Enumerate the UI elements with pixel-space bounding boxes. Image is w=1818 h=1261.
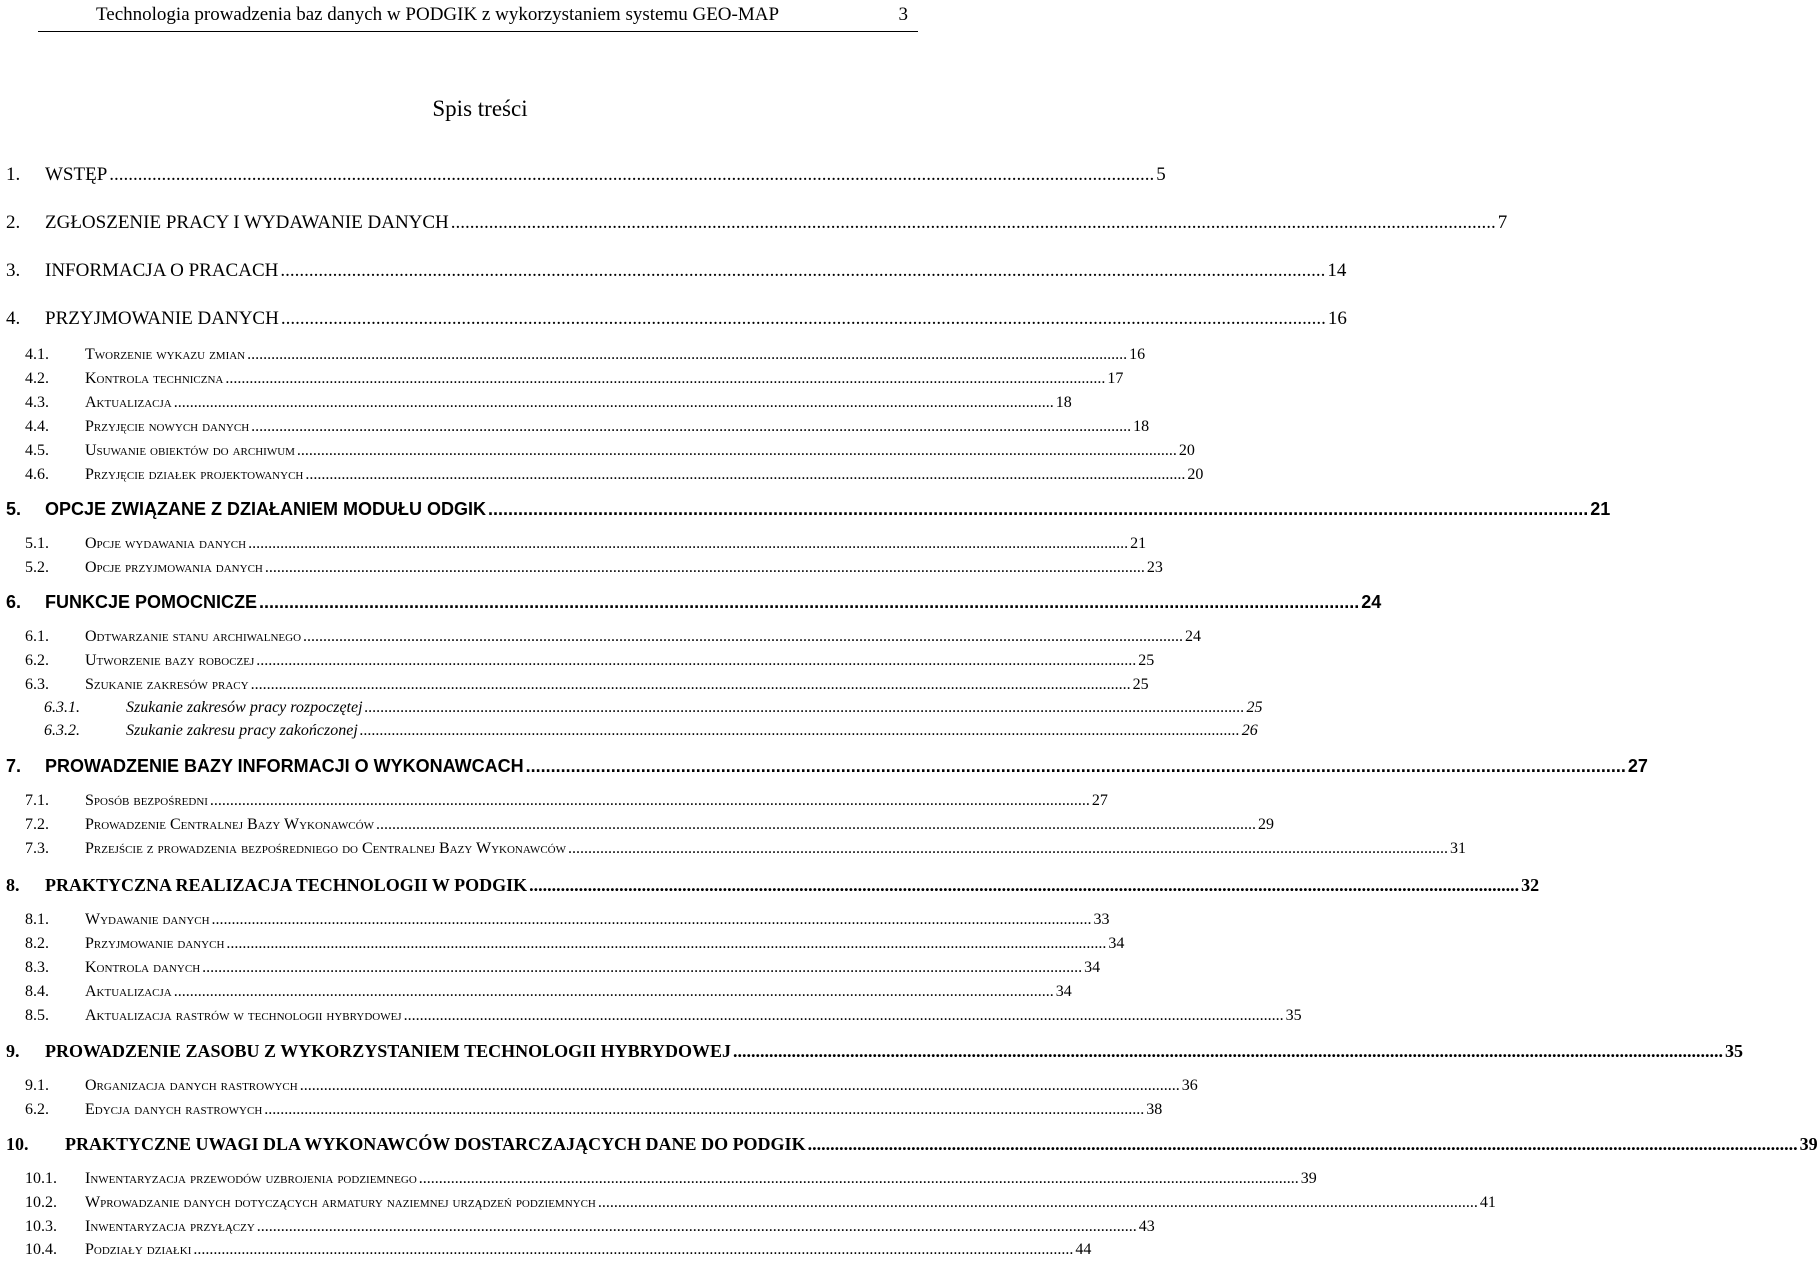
toc-entry-text: PRAKTYCZNE UWAGI DLA WYKONAWCÓW DOSTARCZAJĄCYCH DANE DO PODGIK xyxy=(65,1134,806,1154)
toc-leader-dots: ............................................................................................................................................................................................................................ xyxy=(264,559,1145,576)
toc-entry-page: 31 xyxy=(1449,840,1466,857)
toc-entry-number: 4.1. xyxy=(25,346,49,363)
toc-entry-number: 10.4. xyxy=(25,1241,57,1258)
toc-entry-number: 2. xyxy=(6,212,21,233)
toc-entry[interactable] xyxy=(0,1099,1163,1121)
toc-entry[interactable] xyxy=(0,1239,1092,1261)
toc-entry-page: 41 xyxy=(1479,1194,1496,1211)
toc-entry-page: 25 xyxy=(1132,676,1149,693)
toc-entry-number: 8. xyxy=(6,875,20,895)
toc-entry-text: Szukanie zakresów pracy rozpoczętej xyxy=(126,699,363,716)
toc-entry-number: 7.2. xyxy=(25,816,49,833)
toc-entry-text: Odtwarzanie stanu archiwalnego xyxy=(85,628,302,645)
toc-entry-number: 10.1. xyxy=(25,1170,57,1187)
toc-entry-text: Przejście z prowadzenia bezpośredniego do Centralnej Bazy Wykonawców xyxy=(85,840,566,857)
toc-entry[interactable] xyxy=(0,933,1125,955)
toc-entry[interactable] xyxy=(0,1192,1496,1214)
toc-leader-dots: ............................................................................................................................................................................................................................ xyxy=(403,1007,1284,1024)
toc-entry-page: 27 xyxy=(1091,792,1108,809)
toc-entry-number: 7. xyxy=(6,756,22,776)
toc-entry-page: 38 xyxy=(1146,1101,1163,1118)
toc-entry-page: 43 xyxy=(1138,1218,1155,1235)
toc-entry-number: 6.2. xyxy=(25,1101,49,1118)
toc-entry[interactable] xyxy=(0,790,1108,812)
toc-entry[interactable] xyxy=(0,307,1347,331)
toc-entry-text: Organizacja danych rastrowych xyxy=(85,1077,298,1094)
toc-leader-dots: ............................................................................................................................................................................................................................ xyxy=(375,816,1256,833)
toc-leader-dots: ............................................................................................................................................................................................................................ xyxy=(173,983,1054,1000)
toc-entry-number: 7.1. xyxy=(25,792,49,809)
toc-entry-page: 5 xyxy=(1156,164,1166,185)
toc-entry-page: 21 xyxy=(1130,535,1147,552)
toc-entry[interactable] xyxy=(0,838,1466,860)
toc-leader-dots: ............................................................................................................................................................................................................................ xyxy=(109,164,1155,185)
toc-entry-page: 39 xyxy=(1799,1134,1818,1154)
toc-entry-text: PRZYJMOWANIE DANYCH xyxy=(45,308,279,329)
toc-leader-dots: ............................................................................................................................................................................................................................ xyxy=(211,911,1092,928)
toc-entry-number: 4. xyxy=(6,308,21,329)
header-page-number: 3 xyxy=(898,4,908,25)
toc-entry-page: 26 xyxy=(1241,722,1258,739)
toc-entry[interactable] xyxy=(0,497,1611,521)
toc-leader-dots: ............................................................................................................................................................................................................................ xyxy=(247,346,1128,363)
toc-entry[interactable] xyxy=(0,392,1072,414)
toc-entry-number: 6. xyxy=(6,592,22,612)
toc-entry-text: Tworzenie wykazu zmian xyxy=(85,346,246,363)
toc-entry-text: Przyjmowanie danych xyxy=(85,935,225,952)
toc-entry-number: 4.4. xyxy=(25,418,49,435)
toc-entry[interactable] xyxy=(0,590,1382,614)
toc-leader-dots: ............................................................................................................................................................................................................................ xyxy=(529,875,1520,895)
toc-entry-page: 35 xyxy=(1285,1007,1302,1024)
toc-entry-page: 23 xyxy=(1146,559,1163,576)
toc-entry-page: 21 xyxy=(1590,499,1611,519)
toc-leader-dots: ............................................................................................................................................................................................................................ xyxy=(209,792,1090,809)
toc-entry-page: 34 xyxy=(1108,935,1125,952)
toc-entry-number: 7.3. xyxy=(25,840,49,857)
toc-entry[interactable] xyxy=(0,416,1150,438)
toc-entry-text: Przyjęcie działek projektowanych xyxy=(85,466,304,483)
toc-entry-page: 16 xyxy=(1327,308,1347,329)
toc-leader-dots: ............................................................................................................................................................................................................................ xyxy=(250,676,1131,693)
toc-entry-page: 18 xyxy=(1133,418,1150,435)
toc-leader-dots: ............................................................................................................................................................................................................................ xyxy=(296,442,1177,459)
toc-entry-text: PROWADZENIE BAZY INFORMACJI O WYKONAWCACH xyxy=(45,756,524,776)
toc-entry[interactable] xyxy=(0,697,1263,719)
toc-entry-page: 7 xyxy=(1497,212,1508,233)
toc-entry[interactable] xyxy=(0,957,1101,979)
toc-entry-page: 20 xyxy=(1178,442,1195,459)
toc-entry-text: Prowadzenie Centralnej Bazy Wykonawców xyxy=(85,816,374,833)
toc-entry[interactable] xyxy=(0,1168,1317,1190)
toc-entry[interactable] xyxy=(0,626,1202,648)
toc-leader-dots: ............................................................................................................................................................................................................................ xyxy=(251,418,1132,435)
toc-entry-text: PROWADZENIE ZASOBU Z WYKORZYSTANIEM TECHNOLOGII HYBRYDOWEJ xyxy=(45,1041,731,1061)
toc-leader-dots: ............................................................................................................................................................................................................................ xyxy=(225,370,1106,387)
toc-entry-number: 8.4. xyxy=(25,983,49,1000)
toc-entry-text: FUNKCJE POMOCNICZE xyxy=(45,592,258,612)
header-title: Technologia prowadzenia baz danych w PODGIK z wykorzystaniem systemu GEO-MAP xyxy=(96,4,780,25)
toc-entry-page: 34 xyxy=(1055,983,1072,1000)
toc-entry-number: 6.3.2. xyxy=(44,722,80,739)
toc-entry-text: Aktualizacja xyxy=(85,983,172,1000)
toc-leader-dots: ............................................................................................................................................................................................................................ xyxy=(248,535,1129,552)
toc-entry-text: Inwentaryzacja przewodów uzbrojenia podziemnego xyxy=(85,1170,417,1187)
toc-entry-page: 24 xyxy=(1185,628,1202,645)
toc-entry-text: ZGŁOSZENIE PRACY I WYDAWANIE DANYCH xyxy=(45,212,449,233)
toc-entry[interactable] xyxy=(0,1216,1155,1238)
toc-entry[interactable] xyxy=(0,368,1124,390)
toc-entry[interactable] xyxy=(0,981,1072,1003)
toc-entry-text: Szukanie zakresu pracy zakończonej xyxy=(126,722,358,739)
toc-entry-number: 5.2. xyxy=(25,559,49,576)
toc-leader-dots: ............................................................................................................................................................................................................................ xyxy=(202,959,1083,976)
toc-entry[interactable] xyxy=(0,211,1508,235)
toc-entry-number: 1. xyxy=(6,164,21,185)
toc-entry-text: Kontrola techniczna xyxy=(85,370,224,387)
toc-entry-text: Podziały działki xyxy=(85,1241,192,1258)
toc-entry-page: 35 xyxy=(1725,1041,1743,1061)
toc-entry-text: Opcje przyjmowania danych xyxy=(85,559,263,576)
toc-entry-page: 25 xyxy=(1138,652,1155,669)
toc-entry-number: 6.2. xyxy=(25,652,49,669)
toc-entry-number: 10.3. xyxy=(25,1218,57,1235)
toc-entry-page: 33 xyxy=(1093,911,1110,928)
toc-entry-number: 4.3. xyxy=(25,394,49,411)
toc-entry-page: 44 xyxy=(1075,1241,1092,1258)
toc-entry-number: 10. xyxy=(6,1134,29,1154)
toc-entry-number: 5. xyxy=(6,499,22,519)
toc-entry-page: 20 xyxy=(1187,466,1204,483)
toc-leader-dots: ............................................................................................................................................................................................................................ xyxy=(280,308,1326,329)
toc-entry-page: 39 xyxy=(1300,1170,1317,1187)
toc-leader-dots: ............................................................................................................................................................................................................................ xyxy=(264,1101,1145,1118)
toc-entry-text: Aktualizacja rastrów w technologii hybrydowej xyxy=(85,1007,402,1024)
toc-entry-page: 18 xyxy=(1055,394,1072,411)
toc-entry[interactable] xyxy=(0,1039,1743,1063)
toc-entry-page: 36 xyxy=(1181,1077,1198,1094)
toc-entry-text: Wprowadzanie danych dotyczących armatury naziemnej urządzeń podziemnych xyxy=(85,1194,596,1211)
toc-leader-dots: ............................................................................................................................................................................................................................ xyxy=(299,1077,1180,1094)
toc-entry-text: OPCJE ZWIĄZANE Z DZIAŁANIEM MODUŁU ODGIK xyxy=(45,499,486,519)
toc-entry[interactable] xyxy=(0,464,1204,486)
toc-entry[interactable] xyxy=(0,754,1648,778)
toc-entry[interactable] xyxy=(0,557,1163,579)
toc-entry-number: 8.1. xyxy=(25,911,49,928)
toc-entry-page: 32 xyxy=(1521,875,1540,895)
toc-entry-text: Sposób bezpośredni xyxy=(85,792,208,809)
toc-entry[interactable] xyxy=(0,259,1347,283)
toc-leader-dots: ............................................................................................................................................................................................................................ xyxy=(487,499,1589,519)
toc-entry[interactable] xyxy=(0,163,1166,187)
toc-leader-dots: ............................................................................................................................................................................................................................ xyxy=(305,466,1186,483)
toc-leader-dots: ............................................................................................................................................................................................................................ xyxy=(359,722,1240,739)
toc-entry-text: INFORMACJA O PRACACH xyxy=(45,260,279,281)
toc-entry-text: Inwentaryzacja przyłączy xyxy=(85,1218,255,1235)
toc-entry-page: 24 xyxy=(1361,592,1382,612)
toc-entry-text: Wydawanie danych xyxy=(85,911,210,928)
toc-entry-text: Edycja danych rastrowych xyxy=(85,1101,263,1118)
toc-entry-text: PRAKTYCZNA REALIZACJA TECHNOLOGII W PODGIK xyxy=(45,875,528,895)
toc-entry-text: Kontrola danych xyxy=(85,959,201,976)
toc-entry-page: 34 xyxy=(1084,959,1101,976)
toc-entry-page: 14 xyxy=(1327,260,1347,281)
toc-entry-number: 4.6. xyxy=(25,466,49,483)
toc-entry[interactable] xyxy=(0,344,1146,366)
toc-entry-text: Usuwanie obiektów do archiwum xyxy=(85,442,295,459)
toc-entry-number: 9. xyxy=(6,1041,20,1061)
toc-entry[interactable] xyxy=(0,674,1149,696)
toc-leader-dots: ............................................................................................................................................................................................................................ xyxy=(303,628,1184,645)
toc-entry-text: Szukanie zakresów pracy xyxy=(85,676,249,693)
toc-title: Spis treści xyxy=(432,96,528,121)
toc-entry-number: 9.1. xyxy=(25,1077,49,1094)
toc-entry-text: Aktualizacja xyxy=(85,394,172,411)
toc-entry[interactable] xyxy=(0,720,1258,742)
toc-entry-number: 8.2. xyxy=(25,935,49,952)
toc-entry-number: 5.1. xyxy=(25,535,49,552)
toc-entry[interactable] xyxy=(0,1005,1302,1027)
toc-entry-page: 17 xyxy=(1107,370,1124,387)
toc-entry-page: 29 xyxy=(1257,816,1274,833)
toc-entry-number: 10.2. xyxy=(25,1194,57,1211)
toc-entry[interactable] xyxy=(0,533,1147,555)
toc-leader-dots: ............................................................................................................................................................................................................................ xyxy=(450,212,1496,233)
toc-entry-text: WSTĘP xyxy=(45,164,108,185)
toc-leader-dots: ............................................................................................................................................................................................................................ xyxy=(259,592,1360,612)
toc-entry-text: Opcje wydawania danych xyxy=(85,535,247,552)
toc-leader-dots: ............................................................................................................................................................................................................................ xyxy=(226,935,1107,952)
toc-leader-dots: ............................................................................................................................................................................................................................ xyxy=(597,1194,1478,1211)
toc-leader-dots: ............................................................................................................................................................................................................................ xyxy=(733,1041,1723,1061)
toc-entry[interactable] xyxy=(0,873,1540,897)
toc-entry-number: 8.3. xyxy=(25,959,49,976)
toc-entry-number: 4.5. xyxy=(25,442,49,459)
toc-leader-dots: ............................................................................................................................................................................................................................ xyxy=(193,1241,1074,1258)
toc-entry[interactable] xyxy=(0,909,1110,931)
toc-entry-page: 25 xyxy=(1246,699,1263,716)
toc-entry[interactable] xyxy=(0,440,1195,462)
toc-leader-dots: ............................................................................................................................................................................................................................ xyxy=(567,840,1448,857)
toc-entry[interactable] xyxy=(0,814,1274,836)
toc-leader-dots: ............................................................................................................................................................................................................................ xyxy=(364,699,1245,716)
toc-entry[interactable] xyxy=(0,1075,1198,1097)
toc-entry-number: 3. xyxy=(6,260,21,281)
toc-leader-dots: ............................................................................................................................................................................................................................ xyxy=(256,652,1137,669)
toc-entry-number: 6.3.1. xyxy=(44,699,80,716)
toc-entry[interactable] xyxy=(0,650,1155,672)
toc-entry-text: Utworzenie bazy roboczej xyxy=(85,652,255,669)
toc-entry-text: Przyjęcie nowych danych xyxy=(85,418,250,435)
toc-entry-number: 6.1. xyxy=(25,628,49,645)
toc-leader-dots: ............................................................................................................................................................................................................................ xyxy=(256,1218,1137,1235)
toc-leader-dots: ............................................................................................................................................................................................................................ xyxy=(807,1134,1798,1154)
toc-entry-page: 27 xyxy=(1627,756,1648,776)
toc-entry[interactable] xyxy=(0,1132,1818,1156)
toc-leader-dots: ............................................................................................................................................................................................................................ xyxy=(525,756,1626,776)
toc-entry-number: 8.5. xyxy=(25,1007,49,1024)
toc-entry-number: 6.3. xyxy=(25,676,49,693)
toc-entry-number: 4.2. xyxy=(25,370,49,387)
toc-leader-dots: ............................................................................................................................................................................................................................ xyxy=(418,1170,1299,1187)
toc-entry-page: 16 xyxy=(1129,346,1146,363)
toc-leader-dots: ............................................................................................................................................................................................................................ xyxy=(173,394,1054,411)
toc-leader-dots: ............................................................................................................................................................................................................................ xyxy=(280,260,1326,281)
